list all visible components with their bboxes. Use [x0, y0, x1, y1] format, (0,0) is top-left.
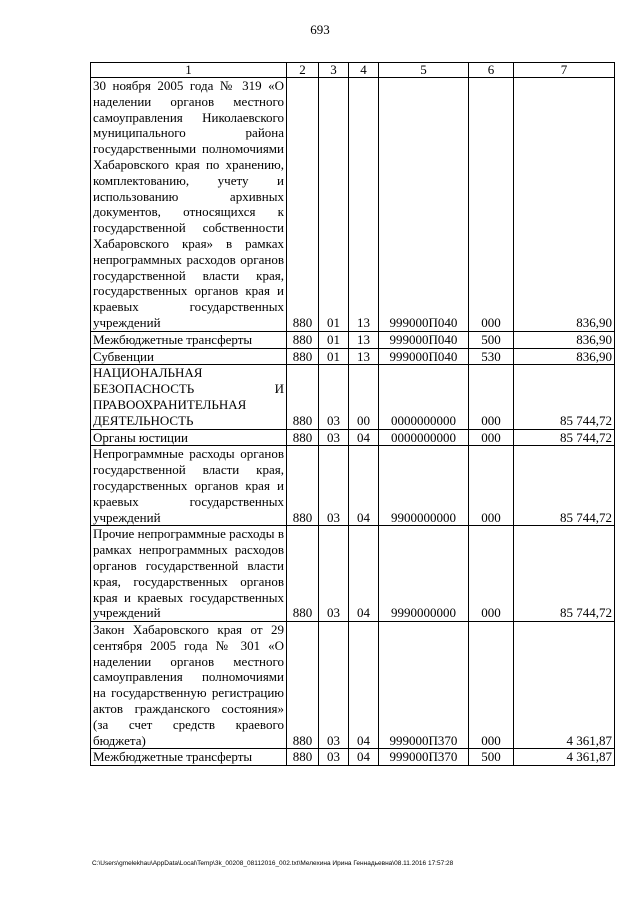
section-code: 03: [319, 622, 349, 749]
column-number: 5: [379, 63, 469, 78]
subsection-code: 04: [349, 622, 379, 749]
expense-type-code: 000: [469, 78, 514, 332]
section-code: 03: [319, 526, 349, 622]
section-code: 01: [319, 348, 349, 365]
section-code: 03: [319, 749, 349, 766]
table-row: [91, 348, 615, 365]
section-code: 03: [319, 365, 349, 429]
target-item-code: 999000П040: [379, 331, 469, 348]
row-description: НАЦИОНАЛЬНАЯ БЕЗОПАСНОСТЬ И ПРАВООХРАНИТЕЛЬНАЯ ДЕЯТЕЛЬНОСТЬ: [91, 365, 287, 429]
column-number: 6: [469, 63, 514, 78]
ministry-code: 880: [287, 446, 319, 526]
row-description: 30 ноября 2005 года № 319 «О наделении органов местного самоуправления Николаевского муниципального района государственными полномочиями Хабаровского края по хранению, комплектованию, учету и использованию архивных документов, относящихся к государственной собственности Хабаровского края» в рамках непрограммных расходов органов государственной власти края, государственных органов края и краевых государственных учреждений: [91, 78, 287, 332]
ministry-code: 880: [287, 365, 319, 429]
amount: 85 744,72: [514, 365, 615, 429]
amount: 836,90: [514, 78, 615, 332]
ministry-code: 880: [287, 348, 319, 365]
table-row: [91, 749, 615, 766]
table-row: [91, 526, 615, 622]
table-row: [91, 446, 615, 526]
section-code: 03: [319, 429, 349, 446]
amount: 85 744,72: [514, 429, 615, 446]
subsection-code: 00: [349, 365, 379, 429]
expense-type-code: 530: [469, 348, 514, 365]
subsection-code: 04: [349, 749, 379, 766]
expense-type-code: 500: [469, 331, 514, 348]
amount: 4 361,87: [514, 622, 615, 749]
section-code: 03: [319, 446, 349, 526]
budget-table: [90, 62, 615, 766]
page-number: 693: [310, 22, 330, 37]
target-item-code: 9990000000: [379, 526, 469, 622]
row-description: Органы юстиции: [91, 429, 287, 446]
amount: 85 744,72: [514, 526, 615, 622]
ministry-code: 880: [287, 78, 319, 332]
ministry-code: 880: [287, 331, 319, 348]
column-number: 1: [91, 63, 287, 78]
target-item-code: 999000П040: [379, 78, 469, 332]
footer-file-path: C:\Users\gmelekhau\AppData\Local\Temp\3k_00208_08112016_002.txt\Мелехина Ирина Геннадьевна\08.11.2016 17:57:28: [92, 860, 454, 867]
column-number: 7: [514, 63, 615, 78]
row-description: Межбюджетные трансферты: [91, 331, 287, 348]
section-code: 01: [319, 78, 349, 332]
table-row: [91, 622, 615, 749]
ministry-code: 880: [287, 429, 319, 446]
subsection-code: 13: [349, 331, 379, 348]
subsection-code: 04: [349, 446, 379, 526]
target-item-code: 0000000000: [379, 365, 469, 429]
subsection-code: 13: [349, 348, 379, 365]
row-description: Непрограммные расходы органов государственной власти края, государственных органов края и краевых государственных учреждений: [91, 446, 287, 526]
amount: 836,90: [514, 348, 615, 365]
ministry-code: 880: [287, 749, 319, 766]
amount: 85 744,72: [514, 446, 615, 526]
table-row: [91, 331, 615, 348]
row-description: Межбюджетные трансферты: [91, 749, 287, 766]
target-item-code: 999000П370: [379, 622, 469, 749]
expense-type-code: 500: [469, 749, 514, 766]
amount: 4 361,87: [514, 749, 615, 766]
subsection-code: 04: [349, 429, 379, 446]
expense-type-code: 000: [469, 526, 514, 622]
table-row: [91, 78, 615, 332]
expense-type-code: 000: [469, 365, 514, 429]
column-number: 2: [287, 63, 319, 78]
row-description: Закон Хабаровского края от 29 сентября 2005 года № 301 «О наделении органов местного самоуправления полномочиями на государственную регистрацию актов гражданского состояния» (за счет средств краевого бюджета): [91, 622, 287, 749]
column-number: 4: [349, 63, 379, 78]
subsection-code: 04: [349, 526, 379, 622]
row-description: Прочие непрограммные расходы в рамках непрограммных расходов органов государственной власти края, государственных органов края и краевых государственных учреждений: [91, 526, 287, 622]
target-item-code: 999000П370: [379, 749, 469, 766]
subsection-code: 13: [349, 78, 379, 332]
row-description: Субвенции: [91, 348, 287, 365]
expense-type-code: 000: [469, 446, 514, 526]
expense-type-code: 000: [469, 622, 514, 749]
target-item-code: 999000П040: [379, 348, 469, 365]
expense-type-code: 000: [469, 429, 514, 446]
column-number: 3: [319, 63, 349, 78]
ministry-code: 880: [287, 526, 319, 622]
amount: 836,90: [514, 331, 615, 348]
table-header-row: [91, 63, 615, 78]
ministry-code: 880: [287, 622, 319, 749]
table-row: [91, 429, 615, 446]
section-code: 01: [319, 331, 349, 348]
target-item-code: 0000000000: [379, 429, 469, 446]
table-row: [91, 365, 615, 429]
target-item-code: 9900000000: [379, 446, 469, 526]
